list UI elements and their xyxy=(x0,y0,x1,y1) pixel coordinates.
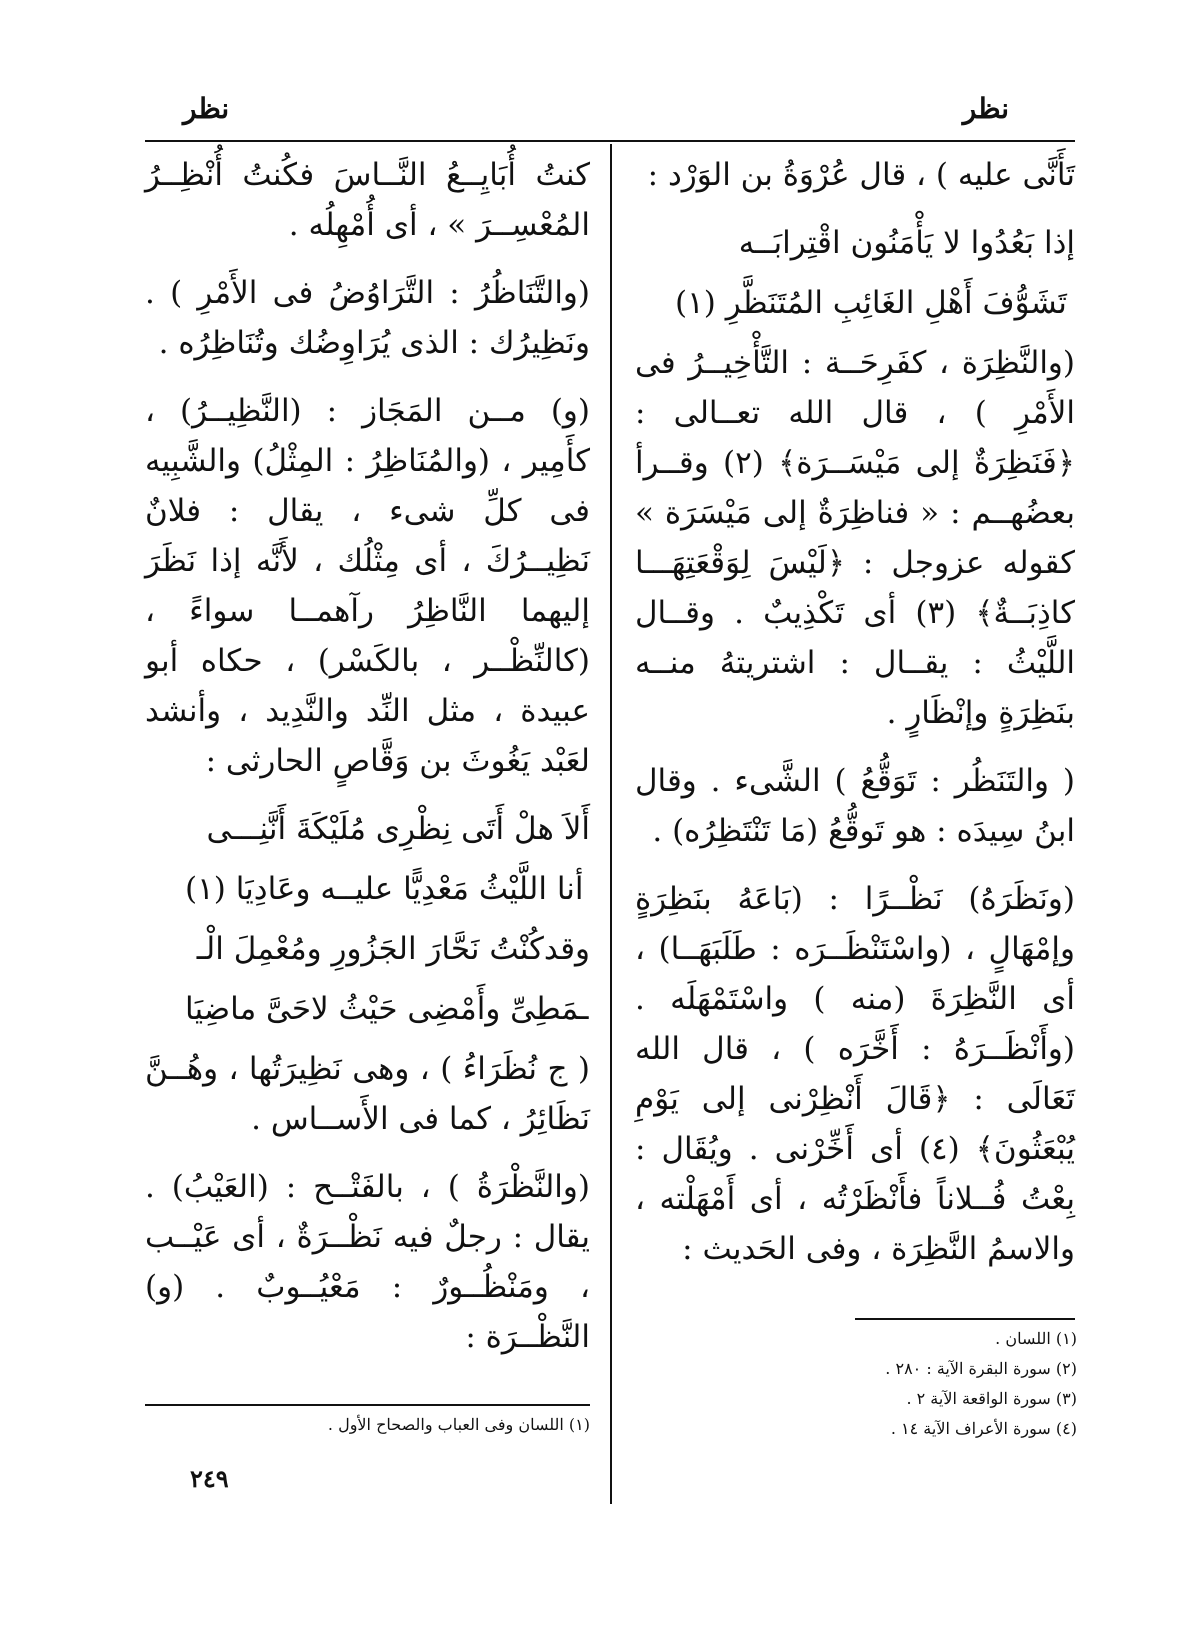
footnote-rule-left xyxy=(145,1404,590,1406)
paragraph: تَأَنَّى عليه ) ، قال عُرْوَةُ بن الوَرْد : xyxy=(647,157,1075,193)
paragraph: (والنَّظْرَةُ ) ، بالفَتْــح : (العَيْبُ) . يقال : رجلٌ فيه نَظْــرَةٌ ، أى عَيْــب ، ومَنْظُــورٌ : مَعْيُــوبٌ . (و) النَّظْــرَة : xyxy=(145,1169,590,1355)
paragraph: (و) مــن المَجَاز : (النَّظِيــرُ) ، كأَمِير ، (والمُنَاظِرُ : المِثْلُ) والشَّبِيه فى كلِّ شىء ، يقال : فلانٌ نَظِيــرُكَ ، أى مِثْلُك ، لأَنَّه إذا نَظَرَ إليهما النَّاظِرُ رآهمــا سواءً ، (كالنِّظْــر ، بالكَسْر) ، حكاه أبو عبيدة ، مثل النِّد والنَّدِيد ، وأنشد لعَبْد يَغُوثَ بن وَقَّاصٍ الحارثى : xyxy=(145,393,590,779)
footnote: (٢) سورة البقرة الآية : ٢٨٠ . xyxy=(885,1359,1077,1378)
verse-line: وقدكُنْتُ نَحَّارَ الجَزُورِ ومُعْمِلَ الْـ xyxy=(196,931,590,967)
paragraph: (والتَّنَاظُرُ : التَّرَاوُضُ فى الأَمْرِ ) . ونَظِيرُك : الذى يُرَاوِضُك وتُنَاظِرُه . xyxy=(145,275,590,361)
paragraph: كنتُ أُبَايِــعُ النَّــاسَ فكُنتُ أُنْظِــرُ المُعْسِــرَ » ، أى أُمْهِلُه . xyxy=(145,157,590,243)
paragraph: (والنَّظِرَة ، كفَرِحَــة : التَّأْخِيــرُ فى الأَمْرِ ) ، قال الله تعــالى : ﴿فَنَظِرَةٌ إلى مَيْسَــرَة﴾ (٢) وقــرأ بعضُهــم : « فناظِرَةٌ إلى مَيْسَرَة » كقوله عزوجل : ﴿لَيْسَ لِوَقْعَتِهَـــا كاذِبَــةٌ﴾ (٣) أى تَكْذِيبٌ . وقــال اللَّيْثُ : يقــال : اشتريتهُ منــه بنَظِرَةٍ وإنْظَارٍ . xyxy=(635,345,1075,731)
verse-line: ـمَطِىِّ وأَمْضِى حَيْثُ لاحَىَّ ماضِيَا xyxy=(185,991,589,1027)
running-header-left: نظر xyxy=(183,92,230,125)
column-divider xyxy=(610,144,612,1504)
footnote: (١) اللسان . xyxy=(995,1329,1077,1348)
paragraph: (ونَظَرَهُ) نَظْــرًا : (بَاعَهُ بنَظِرَةٍ وإمْهَالٍ ، (واسْتَنْظَــرَه : طَلَبَهَــا) ، أى النَّظِرَةَ (منه ) واسْتَمْهَلَه . (وأَنْظَــرَهُ : أَخَّرَه ) ، قال الله تَعَالَى : ﴿قَالَ أَنْظِرْنى إلى يَوْمِ يُبْعَثُونَ﴾ (٤) أى أَخِّرْنى . ويُقَال : بِعْتُ فُــلاناً فأَنْظَرْتُه ، أى أَمْهَلْته ، والاسمُ النَّظِرَة ، وفى الحَديث : xyxy=(635,881,1075,1267)
footnotes-right xyxy=(817,1324,1077,1444)
right-column xyxy=(635,150,1075,1292)
footnote-rule-right xyxy=(855,1318,1075,1320)
footnote: (١) اللسان وفى العباب والصحاح الأول . xyxy=(327,1415,590,1434)
verse-line: أنا اللَّيْثُ مَعْدِيًّا عليــه وعَادِيَا (١) xyxy=(185,871,584,907)
footnotes-left xyxy=(145,1410,590,1440)
page-number: ٢٤٩ xyxy=(190,1464,229,1493)
footnote: (٣) سورة الواقعة الآية ٢ . xyxy=(906,1389,1077,1408)
verse-line: تَشَوُّفَ أَهْلِ الغَائِبِ المُتَنَظَّرِ (١) xyxy=(675,285,1067,321)
footnote: (٤) سورة الأعراف الآية ١٤ . xyxy=(890,1419,1077,1438)
paragraph: ( ج نُظَرَاءُ ) ، وهى نَظِيرَتُها ، وهُــنَّ نَظَائِرُ ، كما فى الأَســاس . xyxy=(145,1051,590,1137)
verse-line: أَلاَ هلْ أَتَى نِظْرِى مُلَيْكَةَ أَنَّنِـــى xyxy=(206,811,590,847)
header-rule xyxy=(145,140,1075,142)
left-column xyxy=(145,150,590,1380)
paragraph: ( والتَنَظُر : تَوَقُّعُ ) الشَّىء . وقال ابنُ سِيدَه : هو تَوقُّعُ (مَا تَنْتَظِرُه) . xyxy=(635,763,1075,849)
verse-line: إذا بَعُدُوا لا يَأْمَنُون اقْتِرابَــه xyxy=(738,225,1075,261)
running-header-right: نظر xyxy=(962,92,1009,125)
